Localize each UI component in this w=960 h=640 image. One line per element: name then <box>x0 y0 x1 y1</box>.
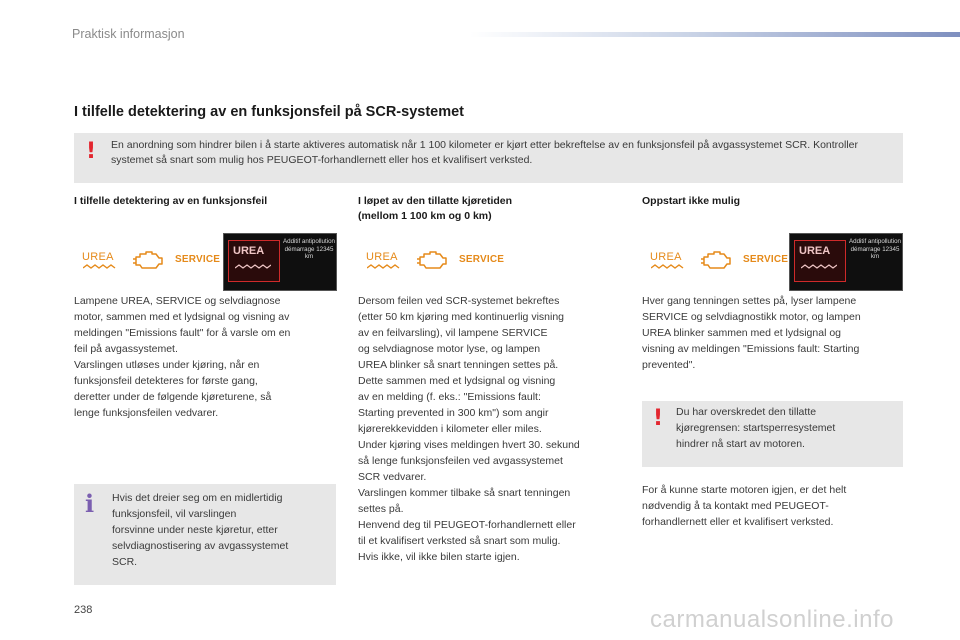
info-box <box>74 484 336 585</box>
column-2-text: Dersom feilen ved SCR-systemet bekreftes (etter 50 km kjøring med kontinuerlig visning av en feilvarsling), vil lampene SERVICE og selvdiagnose motor lyse, og lampen UREA blinker så snart tenningen settes på. Dette sammen med et lydsignal og visning av en melding (f. eks.: "Emissions fault: Starting prevented in 300 km") som angir kjørerekkevidden i kilometer eller miles. Under kjøring vises meldingen hvert 30. sekund så lenge funksjonsfeilen ved avgassystemet SCR vedvarer. Varslingen kommer tilbake så snart tenningen settes på. Henvend deg til PEUGEOT-forhandlernett eller til et kvalifisert verksted så snart som mulig. Hvis ikke, vil ikke bilen starte igjen. <box>358 295 580 563</box>
engine-check-icon <box>132 249 166 271</box>
dashboard-urea-indicator <box>794 240 846 282</box>
dashboard-message: Additif antipollution démarrage 12345 km <box>849 238 901 261</box>
dashboard-urea-label: UREA <box>233 245 265 257</box>
watermark: carmanualsonline.info <box>650 606 894 633</box>
column-3-text: Hver gang tenningen settes på, lyser lampene SERVICE og selvdiagnostikk motor, og lampen UREA blinker sammen med et lydsignal og visning av meldingen "Emissions fault: Starting prevented". <box>642 295 861 371</box>
dashboard-wave-icon <box>235 263 271 271</box>
column-1-heading: I tilfelle detektering av en funksjonsfeil <box>74 195 268 207</box>
exclamation-icon: ! <box>653 406 664 431</box>
column-1-text: Lampene UREA, SERVICE og selvdiagnose motor, sammen med et lydsignal og visning av meldingen "Emissions fault" for å varsle om en feil på avgassystemet. Varslingen utløses under kjøring, når en funksjonsfeil detekteres for første gang, deretter under de følgende kjøreturene, så lenge funksjonsfeilen vedvarer. <box>74 295 291 419</box>
header-accent-bar <box>470 32 960 37</box>
column-3-text-2: For å kunne starte motoren igjen, er det helt nødvendig å ta kontakt med PEUGEOT- forhandlernett eller et kvalifisert verksted. <box>642 484 847 528</box>
exclamation-icon: ! <box>86 139 97 164</box>
urea-lamp-label: UREA <box>650 251 682 263</box>
dashboard-urea-label: UREA <box>799 245 831 257</box>
urea-lamp-label: UREA <box>366 251 398 263</box>
urea-warning-lamp <box>366 251 404 273</box>
engine-check-icon <box>416 249 450 271</box>
warning-box-start-blocked-text: Du har overskredet den tillatte kjøregrensen: startsperresystemet hindrer nå start av motoren. <box>676 406 836 450</box>
service-lamp-label: SERVICE <box>175 254 221 265</box>
warning-lights-row-2 <box>358 233 620 289</box>
warning-box-top <box>74 133 903 183</box>
fluid-wave-icon <box>367 264 401 270</box>
urea-lamp-label: UREA <box>82 251 114 263</box>
page-number: 238 <box>74 604 93 616</box>
engine-check-icon <box>700 249 734 271</box>
dashboard-urea-indicator <box>228 240 280 282</box>
dashboard-display <box>223 233 337 291</box>
fluid-wave-icon <box>651 264 685 270</box>
dashboard-display <box>789 233 903 291</box>
info-box-text: Hvis det dreier seg om en midlertidig funksjonsfeil, vil varslingen forsvinne under neste kjøretur, etter selvdiagnostisering av avgassystemet SCR. <box>112 492 289 568</box>
warning-box-start-blocked <box>642 401 903 467</box>
dashboard-message: Additif antipollution démarrage 12345 km <box>283 238 335 261</box>
info-icon: i <box>85 489 95 518</box>
urea-warning-lamp <box>650 251 688 273</box>
column-2-heading: I løpet av den tillatte kjøretiden (mellom 1 100 km og 0 km) <box>358 195 513 222</box>
warning-lights-row-1 <box>74 233 336 289</box>
warning-lights-row-3 <box>642 233 904 289</box>
service-lamp-label: SERVICE <box>743 254 789 265</box>
page-header-title: Praktisk informasjon <box>72 27 185 41</box>
fluid-wave-icon <box>83 264 117 270</box>
column-3-heading: Oppstart ikke mulig <box>642 195 741 207</box>
dashboard-wave-icon <box>801 263 837 271</box>
warning-box-text: En anordning som hindrer bilen i å starte aktiveres automatisk når 1 100 kilometer er kjørt etter bekreftelse av en funksjonsfeil på avgassystemet SCR. Kontroller systemet så snart som mulig hos PEUGEOT-forhandlernett eller hos et kvalifisert verksted. <box>111 139 859 166</box>
section-title: I tilfelle detektering av en funksjonsfeil på SCR-systemet <box>74 104 464 120</box>
urea-warning-lamp <box>82 251 120 273</box>
service-lamp-label: SERVICE <box>459 254 505 265</box>
